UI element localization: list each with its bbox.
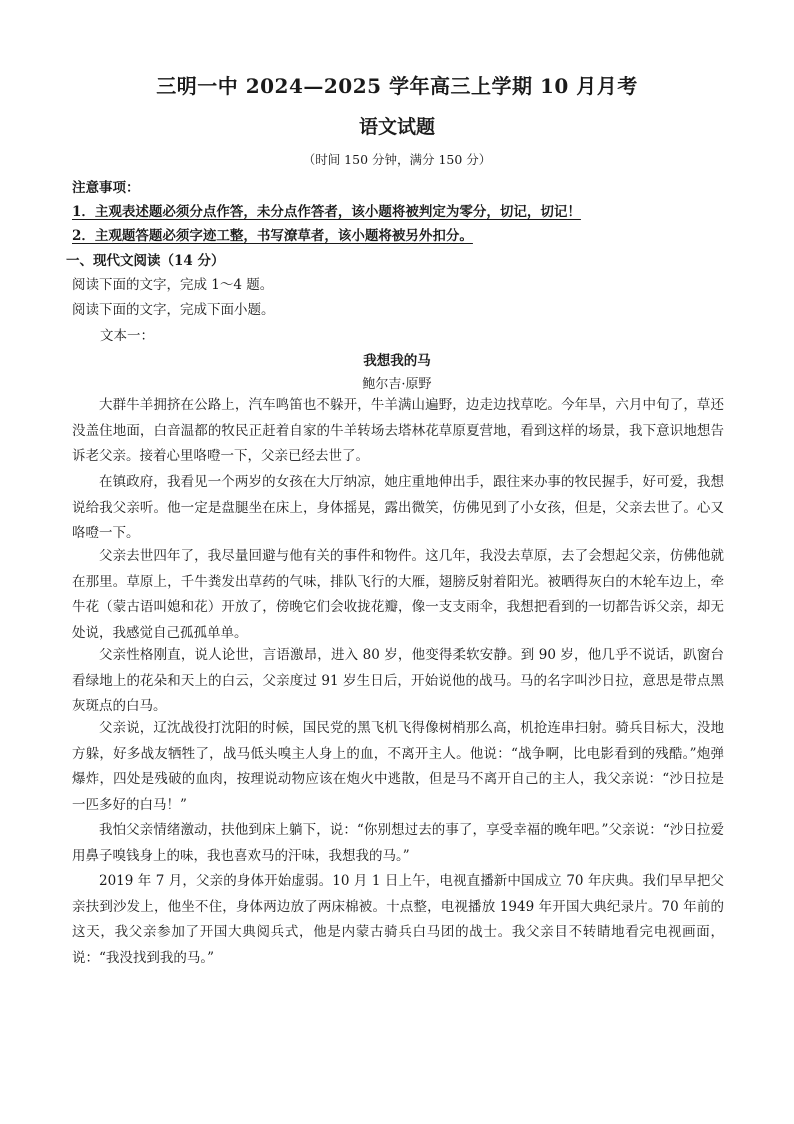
- passage-paragraph-7: 2019 年 7 月，父亲的身体开始虚弱。10 月 1 日上午，电视直播新中国成立 70 年庆典。我们早早把父亲扶到沙发上，他坐不住，身体两边放了两床棉被。十点整，电视播放 1949 年开国大典纪录片。70 年前的这天，我父亲参加了开国大典阅兵式，他是内蒙古骑兵白马团的战士。我父亲目不转睛地看完电视画面，说：“我没找到我的马。”: [72, 873, 724, 966]
- passage-paragraph-3: 父亲去世四年了，我尽量回避与他有关的事件和物件。这几年，我没去草原，去了会想起父亲，仿佛他就在那里。草原上，千牛粪发出草药的气味，排队飞行的大雁，翅膀反射着阳光。被晒得灰白的木轮车边上，牵牛花（蒙古语叫媳和花）开放了，傍晚它们会收拢花瓣，像一支支雨伞，我想把看到的一切都告诉父亲，却无处说，我感觉自己孤孤单单。: [72, 548, 724, 641]
- section-instruction-2: 阅读下面的文字，完成下面小题。: [72, 302, 275, 318]
- passage-paragraph-2: 在镇政府，我看见一个两岁的女孩在大厅纳凉，她庄重地伸出手，跟往来办事的牧民握手，好可爱，我想说给我父亲听。他一定是盘腿坐在床上，身体摇晃，露出微笑，仿佛见到了小女孩，但是，父亲去世了。心又咯噔一下。: [72, 474, 724, 541]
- passage-paragraph-4: 父亲性格刚直，说人论世，言语激昂，进入 80 岁，他变得柔软安静。到 90 岁，他几乎不说话，趴窗台看绿地上的花朵和天上的白云，父亲度过 91 岁生日后，开始说他的战马。马的名字叫沙日拉，意思是带点黑灰斑点的白马。: [72, 647, 724, 714]
- note-item-1: 1．主观表述题必须分点作答，未分点作答者，该小题将被判定为零分，切记，切记！: [72, 204, 581, 220]
- passage-paragraph-1: 大群牛羊拥挤在公路上，汽车鸣笛也不躲开，牛羊满山遍野，边走边找草吃。今年旱，六月中旬了，草还没盖住地面，白音温都的牧民正赶着自家的牛羊转场去塔林花草原夏营地，看到这样的场景，我下意识地想告诉老父亲。接着心里咯噔一下，父亲已经去世了。: [72, 397, 724, 464]
- exam-timing: （时间 150 分钟，满分 150 分）: [302, 152, 492, 167]
- section-heading: 一、现代文阅读（14 分）: [66, 253, 225, 269]
- passage-paragraph-5: 父亲说，辽沈战役打沈阳的时候，国民党的黑飞机飞得像树梢那么高，机抢连串扫射。骑兵目标大，没地方躲，好多战友牺牲了，战马低头嗅主人身上的血，不离开主人。他说：“战争啊，比电影看到的残酷。”炮弹爆炸，四处是残破的血肉，按理说动物应该在炮火中逃散，但是马不离开自己的主人，我父亲说：“沙日拉是一匹多好的白马！”: [72, 720, 724, 813]
- exam-title: 三明一中 2024—2025 学年高三上学期 10 月月考: [156, 74, 638, 98]
- passage-author: 鲍尔吉·原野: [362, 377, 432, 392]
- notes-heading: 注意事项：: [72, 180, 140, 196]
- section-instruction-1: 阅读下面的文字，完成 1～4 题。: [72, 277, 274, 293]
- note-item-2: 2．主观题答题必须字迹工整，书写潦草者，该小题将被另外扣分。: [72, 228, 473, 244]
- exam-subtitle: 语文试题: [358, 116, 435, 138]
- passage-paragraph-6: 我怕父亲情绪激动，扶他到床上躺下，说：“你别想过去的事了，享受幸福的晚年吧。”父亲说：“沙日拉爱用鼻子嗅钱身上的味，我也喜欢马的汗味，我想我的马。”: [72, 822, 724, 864]
- text-label: 文本一：: [100, 328, 154, 344]
- passage-title: 我想我的马: [363, 353, 431, 369]
